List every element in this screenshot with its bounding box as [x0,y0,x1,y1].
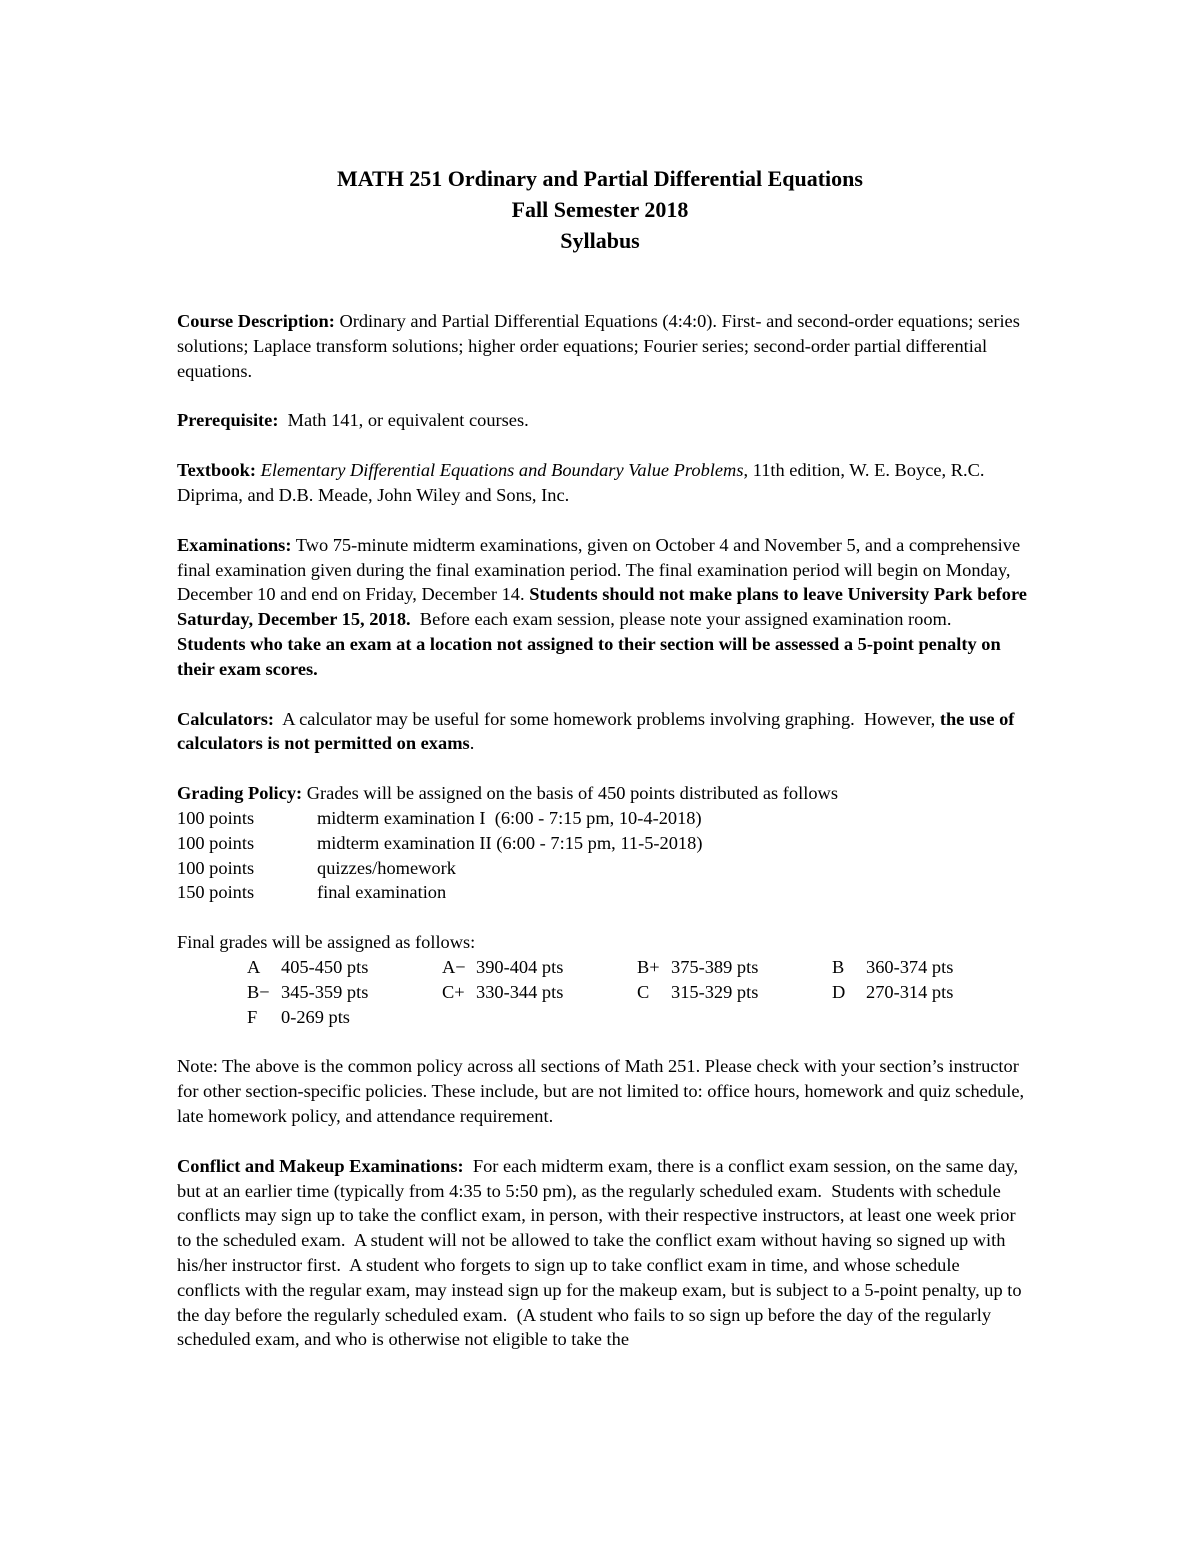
grade-range: 330-344 pts [476,981,564,1002]
points-value: 100 points [177,857,255,878]
points-value: 150 points [177,882,255,903]
final-grades-table [247,955,1027,1029]
points-row [177,880,702,905]
grades-row [247,980,1027,1005]
grade-cell [637,955,832,980]
grade-cell [442,955,637,980]
grade-cell [247,955,442,980]
grade-cell [832,980,1027,1005]
syllabus-heading: Syllabus [560,228,640,253]
prerequisite-text: Math 141, or equivalent courses. [278,410,529,431]
grade-letter: F [247,1006,258,1027]
grade-range: 360-374 pts [866,956,954,977]
conflict-exams-label: Conflict and Makeup Examinations: [177,1155,464,1176]
grade-letter: D [832,981,846,1002]
grade-cell [637,980,832,1005]
calculators-section [177,707,1027,757]
conflict-exams-section [177,1154,1027,1352]
points-item: midterm examination II (6:00 - 7:15 pm, 11-5-2018) [317,832,703,853]
grade-cell [442,980,637,1005]
conflict-exams-text: For each midterm exam, there is a conflict exam session, on the same day, but at an earlier time (typically from 4:35 to 5:50 pm), as the regularly scheduled exam. Students with schedule conflicts may sign up to take the conflict exam, in person, with their respective instructors, at least one week prior to the scheduled exam. A student will not be allowed to take the conflict exam without having so signed up with his/her instructor first. A student who forgets to sign up to take conflict exam in time, and whose schedule conflicts with the regular exam, may instead sign up for the makeup exam, but is subject to a 5-point penalty, up to the day before the regularly scheduled exam. (A student who fails to so sign up before the day of the regularly scheduled exam, and who is otherwise not eligible to take the [177,1155,1027,1350]
course-description-label: Course Description: [177,311,335,331]
grading-policy-text: Grades will be assigned on the basis of 450 points distributed as follows [302,783,838,804]
grades-row [247,1005,1027,1030]
examinations-warning-1: Students should not make plans to leave University Park before Saturday, December 15, 2018. [177,584,1027,630]
grade-range: 345-359 pts [281,981,369,1002]
grade-range: 315-329 pts [671,981,759,1002]
points-value: 100 points [177,832,255,853]
points-table [177,806,702,905]
textbook-text: , 11th edition, W. E. Boyce, R.C. Diprima, and D.B. Meade, John Wiley and Sons, Inc. [177,460,985,505]
course-description-text: Ordinary and Partial Differential Equations (4:4:0). First- and second-order equations; series solutions; Laplace transform solutions; higher order equations; Fourier series; second-order partial differential equations. [177,311,1020,381]
points-row [177,831,702,856]
grades-row [247,955,1027,980]
course-title: MATH 251 Ordinary and Partial Differential Equations [337,166,863,191]
points-row [177,806,702,831]
calculators-warning: the use of calculators is not permitted on exams [177,708,1015,754]
textbook-label: Textbook: [177,460,257,481]
points-row [177,856,702,881]
points-item: midterm examination I (6:00 - 7:15 pm, 10-4-2018) [317,807,702,828]
syllabus-body [177,309,1027,1352]
examinations-label: Examinations: [177,534,292,555]
semester: Fall Semester 2018 [511,197,689,222]
calculators-text: A calculator may be useful for some homework problems involving graphing. However, [274,708,940,729]
grading-policy-section [177,781,1027,905]
grade-range: 390-404 pts [476,956,564,977]
points-item: quizzes/homework [317,857,456,878]
course-description-section [177,309,1027,383]
textbook-section [177,458,1027,508]
points-item: final examination [317,882,447,903]
grade-range: 375-389 pts [671,956,759,977]
prerequisite-section [177,408,1027,433]
final-grades-intro: Final grades will be assigned as follows: [177,932,476,953]
document-title [0,163,1200,256]
grade-letter: C [637,981,650,1002]
examinations-warning-2: Students who take an exam at a location not assigned to their section will be assessed a 5-point penalty on their exam scores. [177,633,1001,679]
grade-cell [247,1005,442,1030]
grade-range: 0-269 pts [281,1006,350,1027]
grade-cell [832,955,1027,980]
grade-letter: B+ [637,956,660,977]
examinations-text-1: Two 75-minute midterm examinations, given on October 4 and November 5, and a comprehensive final examination given during the final examination period. The final examination period will begin on Monday, December 10 and end on Friday, December 14. [177,534,1021,605]
calculators-end: . [469,733,475,754]
examinations-section [177,533,1027,682]
grade-letter: A− [442,956,466,977]
textbook-title: Elementary Differential Equations and Boundary Value Problems [260,460,744,481]
grade-letter: A [247,956,261,977]
grade-letter: B [832,956,845,977]
grade-range: 405-450 pts [281,956,369,977]
prerequisite-label: Prerequisite: [177,410,279,431]
grading-policy-label: Grading Policy: [177,783,303,804]
grade-range: 270-314 pts [866,981,954,1002]
points-value: 100 points [177,807,255,828]
grade-letter: C+ [442,981,465,1002]
examinations-text-2: Before each exam session, please note your assigned examination room. [410,609,961,630]
grading-policy-intro [177,781,1027,806]
grade-cell [247,980,442,1005]
grade-letter: B− [247,981,270,1002]
note-section: Note: The above is the common policy across all sections of Math 251. Please check with your section’s instructor for other section-specific policies. These include, but are not limited to: office hours, homework and quiz schedule, late homework policy, and attendance requirement. [177,1056,1025,1126]
calculators-label: Calculators: [177,708,275,729]
